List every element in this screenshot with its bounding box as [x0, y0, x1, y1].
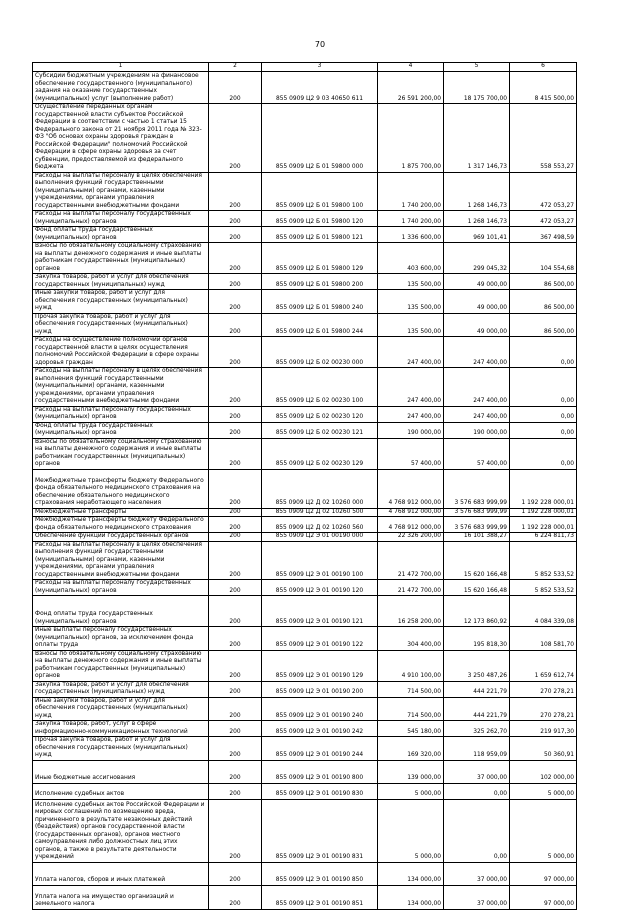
row-name: Иные выплаты персоналу государственных (муниципальных) органов, за исключением фонда оплаты труда	[33, 627, 209, 651]
row-remaining: 104 554,68	[510, 243, 577, 274]
table-row	[33, 274, 577, 290]
row-approved: 22 326 200,00	[378, 533, 444, 542]
row-code: 200	[209, 508, 262, 517]
row-kbk: 855 0909 Ц2 Д 02 10260 000	[262, 469, 378, 508]
row-code: 200	[209, 227, 262, 243]
row-code: 200	[209, 799, 262, 862]
row-remaining: 6 224 811,73	[510, 533, 577, 542]
row-approved: 1 740 200,00	[378, 172, 444, 211]
row-code: 200	[209, 596, 262, 627]
row-remaining: 0,00	[510, 368, 577, 407]
row-kbk: 855 0909 Ц2 Б 01 59800 120	[262, 211, 378, 227]
row-approved: 16 258 200,00	[378, 596, 444, 627]
budget-table	[32, 62, 577, 910]
row-approved: 1 336 600,00	[378, 227, 444, 243]
row-name: Расходы на выплаты персоналу в целях обеспечения выполнения функций государственными (муниципальными) органами, казенными учреждениями, органами управления государственными внебюджетными фондами	[33, 541, 209, 580]
row-executed: 1 317 146,73	[444, 104, 510, 173]
row-kbk: 855 0909 Ц2 Э 01 00190 242	[262, 721, 378, 737]
row-name: Расходы на выплаты персоналу в целях обеспечения выполнения функций государственными (муниципальными) органами, казенными учреждениями, органами управления государственными внебюджетными фондами	[33, 368, 209, 407]
row-executed: 57 400,00	[444, 438, 510, 469]
table-row	[33, 517, 577, 533]
row-remaining: 8 415 500,00	[510, 72, 577, 104]
row-kbk: 855 0909 Ц2 Э 01 00190 129	[262, 650, 378, 681]
row-remaining: 0,00	[510, 337, 577, 368]
table-row	[33, 422, 577, 438]
row-name: Закупка товаров, работ и услуг для обеспечения государственных (муниципальных) нужд	[33, 681, 209, 697]
table-row	[33, 721, 577, 737]
table-row	[33, 211, 577, 227]
row-executed: 118 959,09	[444, 737, 510, 761]
row-kbk: 855 0909 Ц2 Э 01 00190 830	[262, 783, 378, 799]
row-code: 200	[209, 104, 262, 173]
page-number: 70	[314, 40, 326, 49]
row-approved: 5 000,00	[378, 799, 444, 862]
row-code: 200	[209, 760, 262, 783]
header-cell: 6	[510, 63, 577, 72]
row-executed: 37 000,00	[444, 885, 510, 909]
row-remaining: 86 500,00	[510, 290, 577, 314]
header-cell: 1	[33, 63, 209, 72]
row-code: 200	[209, 313, 262, 337]
table-row	[33, 541, 577, 580]
row-remaining: 5 000,00	[510, 783, 577, 799]
row-executed: 195 818,30	[444, 627, 510, 651]
row-approved: 247 400,00	[378, 368, 444, 407]
row-code: 200	[209, 533, 262, 542]
row-name: Исполнение судебных актов Российской Федерации и мировых соглашений по возмещению вреда, причиненного в результате незаконных действий (бездействия) органов государственной власти (государственных органов), органов местного самоуправления либо должностных лиц этих органов, а также в результате деятельности учреждений	[33, 799, 209, 862]
row-kbk: 855 0909 Ц2 Э 01 00190 850	[262, 862, 378, 885]
row-kbk: 855 0909 Ц2 Э 01 00190 240	[262, 697, 378, 721]
row-approved: 190 000,00	[378, 422, 444, 438]
row-remaining: 472 053,27	[510, 211, 577, 227]
table-row	[33, 681, 577, 697]
row-name: Обеспечение функций государственных органов	[33, 533, 209, 542]
table-row	[33, 243, 577, 274]
header-cell: 4	[378, 63, 444, 72]
row-approved: 26 591 200,00	[378, 72, 444, 104]
row-name: Межбюджетные трансферты бюджету Федерального фонда обязательного медицинского страхования на обеспечение обязательного медицинского страхования неработающего населения	[33, 469, 209, 508]
row-approved: 135 500,00	[378, 274, 444, 290]
row-remaining: 1 659 612,74	[510, 650, 577, 681]
row-approved: 134 000,00	[378, 862, 444, 885]
row-kbk: 855 0909 Ц2 Э 01 00190 200	[262, 681, 378, 697]
row-name: Иные бюджетные ассигнования	[33, 760, 209, 783]
row-approved: 714 500,00	[378, 697, 444, 721]
row-executed: 3 576 683 999,99	[444, 469, 510, 508]
row-kbk: 855 0909 Ц2 Б 01 59800 200	[262, 274, 378, 290]
table-row	[33, 580, 577, 596]
table-row	[33, 368, 577, 407]
row-remaining: 367 498,59	[510, 227, 577, 243]
row-remaining: 102 000,00	[510, 760, 577, 783]
row-approved: 4 768 912 000,00	[378, 517, 444, 533]
table-row	[33, 885, 577, 909]
row-executed: 49 000,00	[444, 313, 510, 337]
row-name: Расходы на выплаты персоналу государственных (муниципальных) органов	[33, 580, 209, 596]
row-remaining: 50 360,91	[510, 737, 577, 761]
row-name: Субсидии бюджетным учреждениям на финансовое обеспечение государственного (муниципального) задания на оказание государственных (муниципальных) услуг (выполнение работ)	[33, 72, 209, 104]
row-name: Закупка товаров, работ, услуг в сфере информационно-коммуникационных технологий	[33, 721, 209, 737]
row-approved: 4 768 912 000,00	[378, 469, 444, 508]
row-code: 200	[209, 697, 262, 721]
row-code: 200	[209, 422, 262, 438]
table-row	[33, 783, 577, 799]
table-row	[33, 406, 577, 422]
row-code: 200	[209, 862, 262, 885]
row-code: 200	[209, 681, 262, 697]
row-kbk: 855 0909 Ц2 Э 01 00190 000	[262, 533, 378, 542]
table-row	[33, 737, 577, 761]
row-name: Расходы на осуществление полномочий органов государственной власти в целях осуществления полномочий Российской Федерации в сфере охраны здоровья граждан	[33, 337, 209, 368]
row-executed: 299 045,32	[444, 243, 510, 274]
row-code: 200	[209, 406, 262, 422]
row-code: 200	[209, 650, 262, 681]
row-name: Закупка товаров, работ и услуг для обеспечения государственных (муниципальных) нужд	[33, 274, 209, 290]
row-executed: 0,00	[444, 799, 510, 862]
row-approved: 247 400,00	[378, 337, 444, 368]
row-kbk: 855 0909 Ц2 Э 01 00190 800	[262, 760, 378, 783]
row-executed: 0,00	[444, 783, 510, 799]
row-kbk: 855 0909 Ц2 Э 01 00190 831	[262, 799, 378, 862]
row-name: Взносы по обязательному социальному страхованию на выплаты денежного содержания и иные выплаты работникам государственных (муниципальных) органов	[33, 438, 209, 469]
row-name: Прочая закупка товаров, работ и услуг для обеспечения государственных (муниципальных) нужд	[33, 737, 209, 761]
table-row	[33, 72, 577, 104]
row-name: Исполнение судебных актов	[33, 783, 209, 799]
row-executed: 12 173 860,92	[444, 596, 510, 627]
row-kbk: 855 0909 Ц2 Б 02 00230 120	[262, 406, 378, 422]
row-name: Прочая закупка товаров, работ и услуг для обеспечения государственных (муниципальных) нужд	[33, 313, 209, 337]
row-kbk: 855 0909 Ц2 Э 01 00190 100	[262, 541, 378, 580]
row-code: 200	[209, 72, 262, 104]
row-kbk: 855 0909 Ц2 Б 01 59800 129	[262, 243, 378, 274]
row-remaining: 4 084 339,08	[510, 596, 577, 627]
row-executed: 37 000,00	[444, 760, 510, 783]
row-kbk: 855 0909 Ц2 Э 01 00190 851	[262, 885, 378, 909]
header-cell: 5	[444, 63, 510, 72]
row-remaining: 270 278,21	[510, 697, 577, 721]
row-executed: 325 262,70	[444, 721, 510, 737]
row-code: 200	[209, 337, 262, 368]
row-remaining: 1 192 228 000,01	[510, 517, 577, 533]
row-remaining: 97 000,00	[510, 862, 577, 885]
row-code: 200	[209, 721, 262, 737]
row-kbk: 855 0909 Ц2 Б 01 59800 000	[262, 104, 378, 173]
row-approved: 139 000,00	[378, 760, 444, 783]
row-executed: 49 000,00	[444, 290, 510, 314]
row-approved: 21 472 700,00	[378, 541, 444, 580]
row-approved: 304 400,00	[378, 627, 444, 651]
row-kbk: 855 0909 Ц2 Б 02 00230 129	[262, 438, 378, 469]
table-row	[33, 172, 577, 211]
row-code: 200	[209, 469, 262, 508]
row-name: Осуществление переданных органам государственной власти субъектов Российской Федерации в соответствии с частью 1 статьи 15 Федерального закона от 21 ноября 2011 года № 323-ФЗ "Об основах охраны здоровья граждан в Российской Федерации" полномочий Российской Федерации в сфере охраны здоровья за счет субвенции, предоставляемой из федерального бюджета	[33, 104, 209, 173]
row-code: 200	[209, 541, 262, 580]
row-name: Уплата налога на имущество организаций и земельного налога	[33, 885, 209, 909]
row-remaining: 219 917,30	[510, 721, 577, 737]
row-remaining: 0,00	[510, 406, 577, 422]
row-remaining: 1 192 228 000,01	[510, 469, 577, 508]
row-approved: 1 875 700,00	[378, 104, 444, 173]
row-executed: 247 400,00	[444, 368, 510, 407]
table-row	[33, 290, 577, 314]
row-kbk: 855 0909 Ц2 Э 01 00190 121	[262, 596, 378, 627]
row-kbk: 855 0909 Ц2 Э 01 00190 244	[262, 737, 378, 761]
row-name: Уплата налогов, сборов и иных платежей	[33, 862, 209, 885]
row-remaining: 270 278,21	[510, 681, 577, 697]
row-kbk: 855 0909 Ц2 Б 01 59800 240	[262, 290, 378, 314]
row-executed: 444 221,79	[444, 681, 510, 697]
row-approved: 714 500,00	[378, 681, 444, 697]
row-remaining: 0,00	[510, 422, 577, 438]
row-executed: 247 400,00	[444, 337, 510, 368]
row-name: Расходы на выплаты персоналу государственных (муниципальных) органов	[33, 406, 209, 422]
row-remaining: 86 500,00	[510, 274, 577, 290]
row-remaining: 5 852 533,52	[510, 541, 577, 580]
row-executed: 18 175 700,00	[444, 72, 510, 104]
row-approved: 5 000,00	[378, 783, 444, 799]
row-executed: 1 268 146,73	[444, 211, 510, 227]
row-name: Расходы на выплаты персоналу в целях обеспечения выполнения функций государственными (муниципальными) органами, казенными учреждениями, органами управления государственными внебюджетными фондами	[33, 172, 209, 211]
row-code: 200	[209, 211, 262, 227]
row-code: 200	[209, 368, 262, 407]
row-code: 200	[209, 885, 262, 909]
table-row	[33, 337, 577, 368]
row-executed: 49 000,00	[444, 274, 510, 290]
row-code: 200	[209, 290, 262, 314]
row-kbk: 855 0909 Ц2 Б 01 59800 244	[262, 313, 378, 337]
row-name: Расходы на выплаты персоналу государственных (муниципальных) органов	[33, 211, 209, 227]
row-approved: 134 000,00	[378, 885, 444, 909]
row-kbk: 855 0909 Ц2 Э 01 00190 120	[262, 580, 378, 596]
row-remaining: 5 000,00	[510, 799, 577, 862]
row-executed: 969 101,41	[444, 227, 510, 243]
header-cell: 2	[209, 63, 262, 72]
table-row	[33, 697, 577, 721]
row-approved: 403 600,00	[378, 243, 444, 274]
row-code: 200	[209, 438, 262, 469]
table-row	[33, 438, 577, 469]
table-row	[33, 313, 577, 337]
table-row	[33, 533, 577, 542]
row-name: Межбюджетные трансферты бюджету Федерального фонда обязательного медицинского страхования	[33, 517, 209, 533]
row-executed: 247 400,00	[444, 406, 510, 422]
row-remaining: 5 852 533,52	[510, 580, 577, 596]
row-remaining: 0,00	[510, 438, 577, 469]
row-executed: 16 101 388,27	[444, 533, 510, 542]
row-code: 200	[209, 172, 262, 211]
row-approved: 4 910 100,00	[378, 650, 444, 681]
row-approved: 135 500,00	[378, 290, 444, 314]
row-executed: 444 221,79	[444, 697, 510, 721]
row-kbk: 855 0909 Ц2 Б 02 00230 121	[262, 422, 378, 438]
table-row	[33, 227, 577, 243]
row-remaining: 97 000,00	[510, 885, 577, 909]
row-kbk: 855 0909 Ц2 Б 02 00230 000	[262, 337, 378, 368]
row-approved: 169 320,00	[378, 737, 444, 761]
table-row	[33, 760, 577, 783]
table-row	[33, 469, 577, 508]
row-kbk: 855 0909 Ц2 Д 02 10260 560	[262, 517, 378, 533]
row-kbk: 855 0909 Ц2 Б 02 00230 100	[262, 368, 378, 407]
header-row	[33, 63, 577, 72]
row-name: Взносы по обязательному социальному страхованию на выплаты денежного содержания и иные выплаты работникам государственных (муниципальных) органов	[33, 243, 209, 274]
row-code: 200	[209, 783, 262, 799]
row-executed: 3 576 683 999,99	[444, 517, 510, 533]
row-remaining: 558 553,27	[510, 104, 577, 173]
row-kbk: 855 0909 Ц2 Б 01 59800 100	[262, 172, 378, 211]
row-name: Фонд оплаты труда государственных (муниципальных) органов	[33, 422, 209, 438]
row-approved: 1 740 200,00	[378, 211, 444, 227]
row-executed: 15 620 166,48	[444, 541, 510, 580]
table-row	[33, 650, 577, 681]
row-remaining: 108 581,70	[510, 627, 577, 651]
row-approved: 57 400,00	[378, 438, 444, 469]
table-row	[33, 508, 577, 517]
row-remaining: 86 500,00	[510, 313, 577, 337]
header-cell: 3	[262, 63, 378, 72]
row-name: Фонд оплаты труда государственных (муниципальных) органов	[33, 227, 209, 243]
row-executed: 37 000,00	[444, 862, 510, 885]
row-kbk: 855 0909 Ц2 Э 01 00190 122	[262, 627, 378, 651]
row-kbk: 855 0909 Ц2 Д 02 10260 500	[262, 508, 378, 517]
table-row	[33, 104, 577, 173]
row-executed: 190 000,00	[444, 422, 510, 438]
row-executed: 1 268 146,73	[444, 172, 510, 211]
row-executed: 3 576 683 999,99	[444, 508, 510, 517]
row-approved: 545 180,00	[378, 721, 444, 737]
row-name: Фонд оплаты труда государственных (муниципальных) органов	[33, 596, 209, 627]
table-row	[33, 627, 577, 651]
row-name: Иные закупки товаров, работ и услуг для обеспечения государственных (муниципальных) нужд	[33, 697, 209, 721]
row-code: 200	[209, 737, 262, 761]
row-executed: 15 620 166,48	[444, 580, 510, 596]
row-kbk: 855 0909 Ц2 9 03 40650 611	[262, 72, 378, 104]
row-code: 200	[209, 627, 262, 651]
table-row	[33, 799, 577, 862]
row-remaining: 472 053,27	[510, 172, 577, 211]
row-executed: 3 250 487,26	[444, 650, 510, 681]
row-code: 200	[209, 517, 262, 533]
row-code: 200	[209, 274, 262, 290]
row-code: 200	[209, 580, 262, 596]
row-approved: 247 400,00	[378, 406, 444, 422]
row-approved: 21 472 700,00	[378, 580, 444, 596]
row-approved: 4 768 912 000,00	[378, 508, 444, 517]
table-row	[33, 862, 577, 885]
table-row	[33, 596, 577, 627]
row-kbk: 855 0909 Ц2 Б 01 59800 121	[262, 227, 378, 243]
row-name: Межбюджетные трансферты	[33, 508, 209, 517]
row-name: Взносы по обязательному социальному страхованию на выплаты денежного содержания и иные выплаты работникам государственных (муниципальных) органов	[33, 650, 209, 681]
row-remaining: 1 192 228 000,01	[510, 508, 577, 517]
row-code: 200	[209, 243, 262, 274]
row-name: Иные закупки товаров, работ и услуг для обеспечения государственных (муниципальных) нужд	[33, 290, 209, 314]
row-approved: 135 500,00	[378, 313, 444, 337]
